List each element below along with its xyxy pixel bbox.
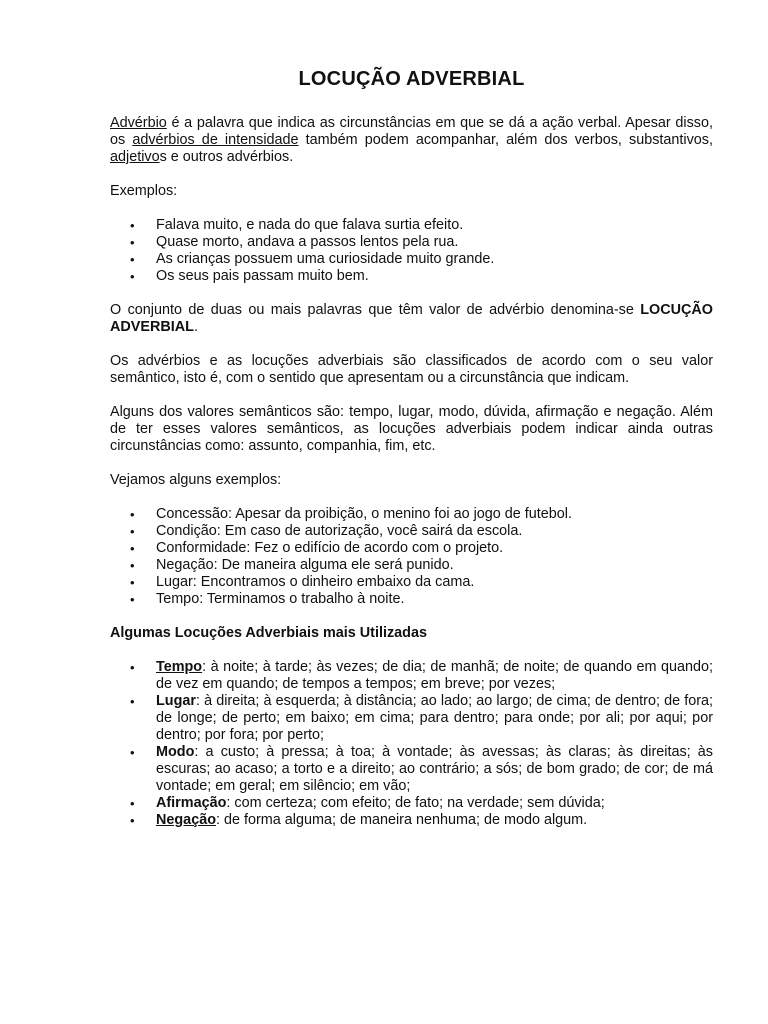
semantic-examples-list [110, 506, 713, 608]
definition-paragraph: O conjunto de duas ou mais palavras que têm valor de advérbio denomina-se LOCUÇÃO ADVERBIAL. [110, 302, 713, 335]
examples-label: Exemplos: [110, 183, 178, 199]
common-locutions-list [110, 659, 713, 829]
see-examples-label: Vejamos alguns exemplos: [110, 472, 282, 488]
classification-paragraph: Os advérbios e as locuções adverbiais são classificados de acordo com o seu valor semântico, isto é, com o sentido que apresentam ou a circunstância que indicam. [110, 353, 713, 386]
list-item: • Concessão: Apesar da proibição, o menino foi ao jogo de futebol. [110, 506, 713, 523]
intro-paragraph: Advérbio é a palavra que indica as circunstâncias em que se dá a ação verbal. Apesar disso, os advérbios de intensidade também podem acompanhar, além dos verbos, substantivos, adjetivos e outros advérbios. [110, 115, 714, 165]
list-item-negacao: • Negação: de forma alguma; de maneira nenhuma; de modo algum. [110, 812, 713, 829]
lugar-label: Lugar [156, 693, 196, 709]
afirmacao-label: Afirmação [156, 795, 227, 811]
list-item: • Falava muito, e nada do que falava surtia efeito. [110, 217, 713, 234]
list-item: • Lugar: Encontramos o dinheiro embaixo da cama. [110, 574, 713, 591]
negacao-label: Negação [156, 812, 216, 828]
list-item-modo: • Modo: a custo; à pressa; à toa; à vontade; às avessas; às claras; às direitas; às escuras; ao acaso; a torto e a direito; ao contrário; a sós; de bom grado; de cor; de má vontade; em geral; em silêncio; em vão; [110, 744, 713, 795]
section-subheading: Algumas Locuções Adverbiais mais Utilizadas [110, 625, 427, 641]
semantic-values-paragraph: Alguns dos valores semânticos são: tempo, lugar, modo, dúvida, afirmação e negação. Além de ter esses valores semânticos, as locuções adverbiais podem indicar ainda outras circunstâncias como: assunto, companhia, fim, etc. [110, 404, 713, 454]
modo-label: Modo [156, 744, 195, 760]
document-body [110, 64, 713, 846]
list-item: • Quase morto, andava a passos lentos pela rua. [110, 234, 713, 251]
adverbio-link[interactable]: Advérbio [110, 115, 167, 131]
list-item: • Conformidade: Fez o edifício de acordo com o projeto. [110, 540, 713, 557]
adverbios-intensidade-link[interactable]: advérbios de intensidade [132, 132, 299, 148]
list-item-tempo: • Tempo: à noite; à tarde; às vezes; de dia; de manhã; de noite; de quando em quando; de vez em quando; de tempos a tempos; em breve; por vezes; [110, 659, 713, 693]
list-item: • As crianças possuem uma curiosidade muito grande. [110, 251, 713, 268]
list-item: • Os seus pais passam muito bem. [110, 268, 713, 285]
list-item-afirmacao: • Afirmação: com certeza; com efeito; de fato; na verdade; sem dúvida; [110, 795, 713, 812]
list-item-lugar: • Lugar: à direita; à esquerda; à distância; ao lado; ao largo; de cima; de dentro; de fora; de longe; de perto; em baixo; em cima; para dentro; para onde; por ali; por aqui; por dentro; por fora; por perto; [110, 693, 713, 744]
list-item: • Negação: De maneira alguma ele será punido. [110, 557, 713, 574]
list-item: • Condição: Em caso de autorização, você sairá da escola. [110, 523, 713, 540]
examples-list [110, 217, 713, 285]
list-item: • Tempo: Terminamos o trabalho à noite. [110, 591, 713, 608]
page-title: LOCUÇÃO ADVERBIAL [298, 68, 525, 90]
tempo-label: Tempo [156, 659, 203, 675]
adjetivo-link[interactable]: adjetivo [110, 149, 160, 165]
